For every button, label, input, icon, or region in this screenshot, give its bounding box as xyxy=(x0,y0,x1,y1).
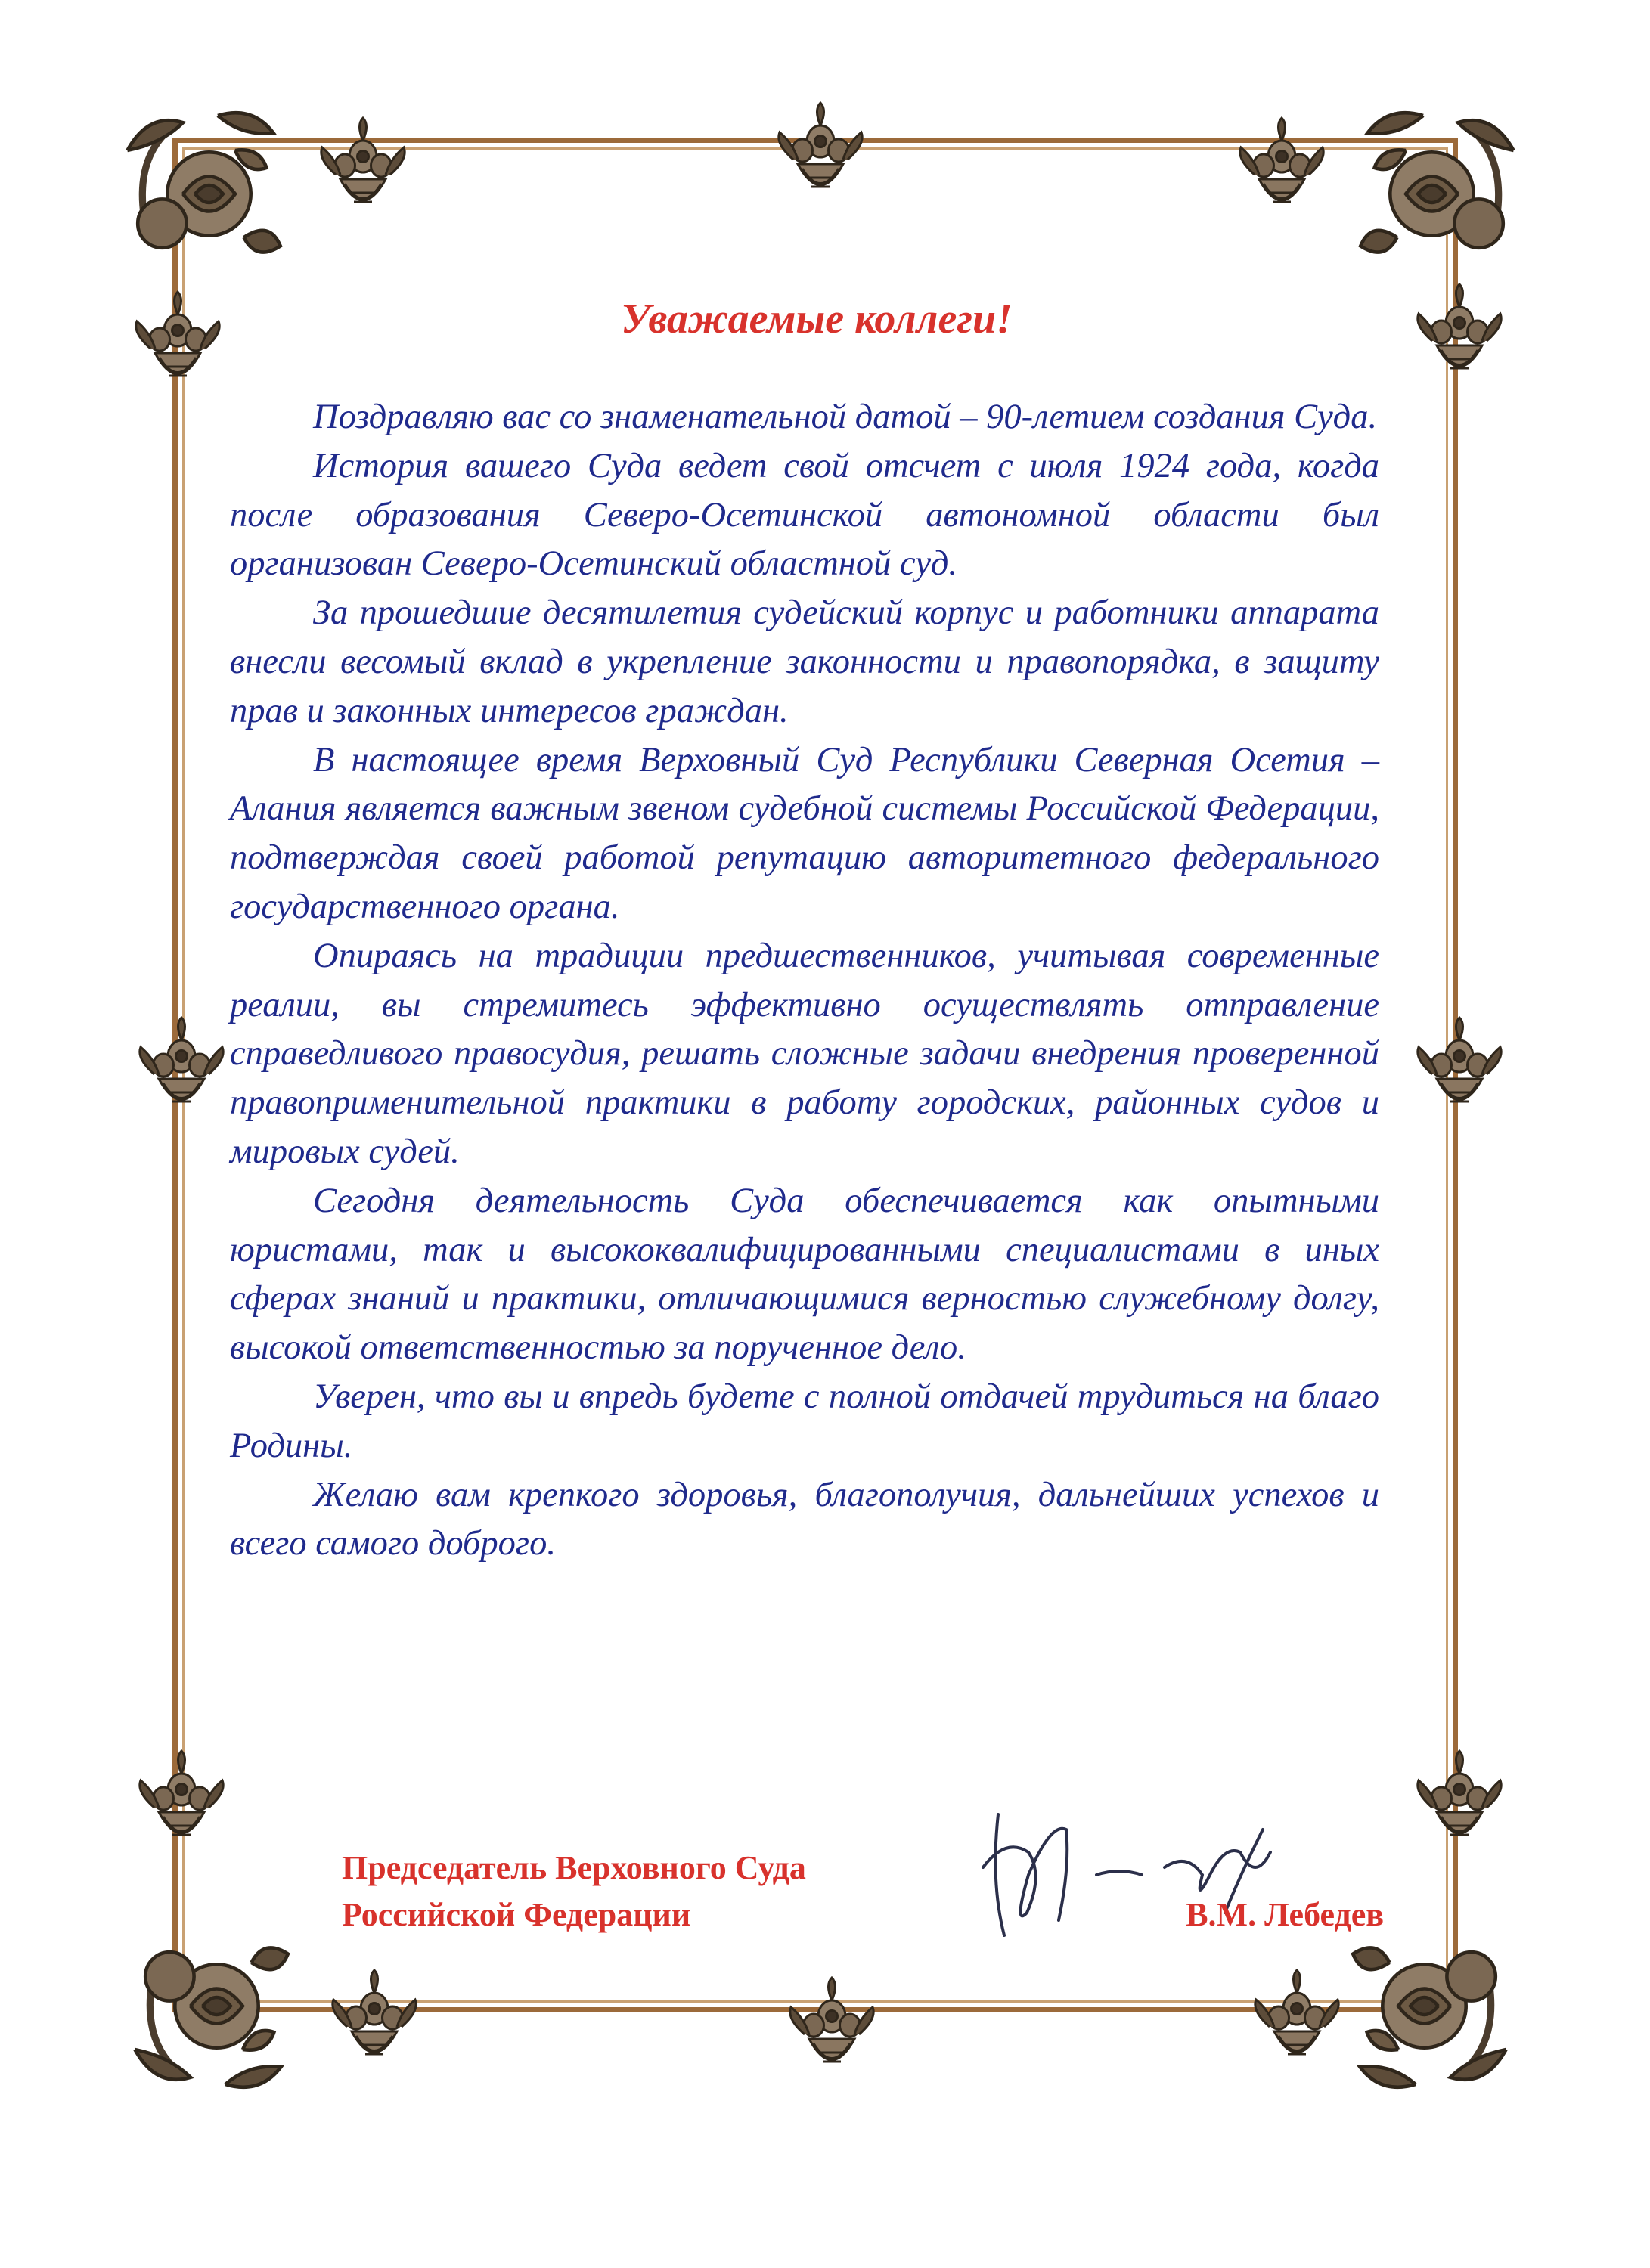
paragraph: Сегодня деятельность Суда обеспечивается как опытными юристами, так и высококвалифицированными специалистами в иных сферах знаний и практики, отличающимися верностью служебному долгу, высокой ответственностью за порученное дело. xyxy=(230,1181,1379,1368)
flower-basket-ornament-icon xyxy=(318,1966,431,2079)
signatory-position-line: Российской Федерации xyxy=(342,1896,691,1933)
rose-bouquet-ornament-icon xyxy=(121,1928,295,2102)
flower-basket-ornament-icon xyxy=(775,1973,889,2087)
letter-title: Уважаемые коллеги! xyxy=(621,296,1013,342)
paragraph: Поздравляю вас со знаменательной датой – 90-летием создания Суда. xyxy=(313,398,1378,436)
rose-bouquet-ornament-icon xyxy=(1354,98,1527,272)
paragraph: В настоящее время Верховный Суд Республики Северная Осетия – Алания является важным звеном судебной системы Российской Федерации, подтверждая своей работой репутацию авторитетного федерального государственного органа. xyxy=(230,740,1379,926)
signatory-position-line: Председатель Верховного Суда xyxy=(342,1849,806,1886)
rose-bouquet-ornament-icon xyxy=(113,98,287,272)
flower-basket-ornament-icon xyxy=(1240,1966,1354,2079)
flower-basket-ornament-icon xyxy=(125,1013,238,1126)
flower-basket-ornament-icon xyxy=(1225,113,1338,227)
letter-body xyxy=(230,393,1379,1569)
paragraph: История вашего Суда ведет свой отсчет с июля 1924 года, когда после образования Северо-Осетинской автономной области был организован Северо-Осетинский областной суд. xyxy=(230,446,1379,584)
paragraph: За прошедшие десятилетия судейский корпус и работники аппарата внесли весомый вклад в укрепление законности и правопорядка, в защиту прав и законных интересов граждан. xyxy=(230,593,1379,730)
flower-basket-ornament-icon xyxy=(121,287,234,401)
signatory-position xyxy=(342,1845,1022,1938)
flower-basket-ornament-icon xyxy=(1403,1013,1516,1126)
flower-basket-ornament-icon xyxy=(1403,280,1516,393)
flower-basket-ornament-icon xyxy=(125,1746,238,1860)
flower-basket-ornament-icon xyxy=(764,98,877,212)
flower-basket-ornament-icon xyxy=(1403,1746,1516,1860)
paragraph: Опираясь на традиции предшественников, учитывая современные реалии, вы стремитесь эффективно осуществлять отправление справедливого правосудия, решать сложные задачи внедрения проверенной правоприменительной практики в работу городских, районных судов и мировых судей. xyxy=(230,936,1379,1171)
flower-basket-ornament-icon xyxy=(306,113,420,227)
paragraph: Уверен, что вы и впредь будете с полной отдачей трудиться на благо Родины. xyxy=(230,1377,1379,1465)
rose-bouquet-ornament-icon xyxy=(1346,1928,1520,2102)
signatory-name: В.М. Лебедев xyxy=(1186,1896,1384,1933)
paragraph: Желаю вам крепкого здоровья, благополучия, дальнейших успехов и всего самого доброго. xyxy=(230,1475,1379,1563)
